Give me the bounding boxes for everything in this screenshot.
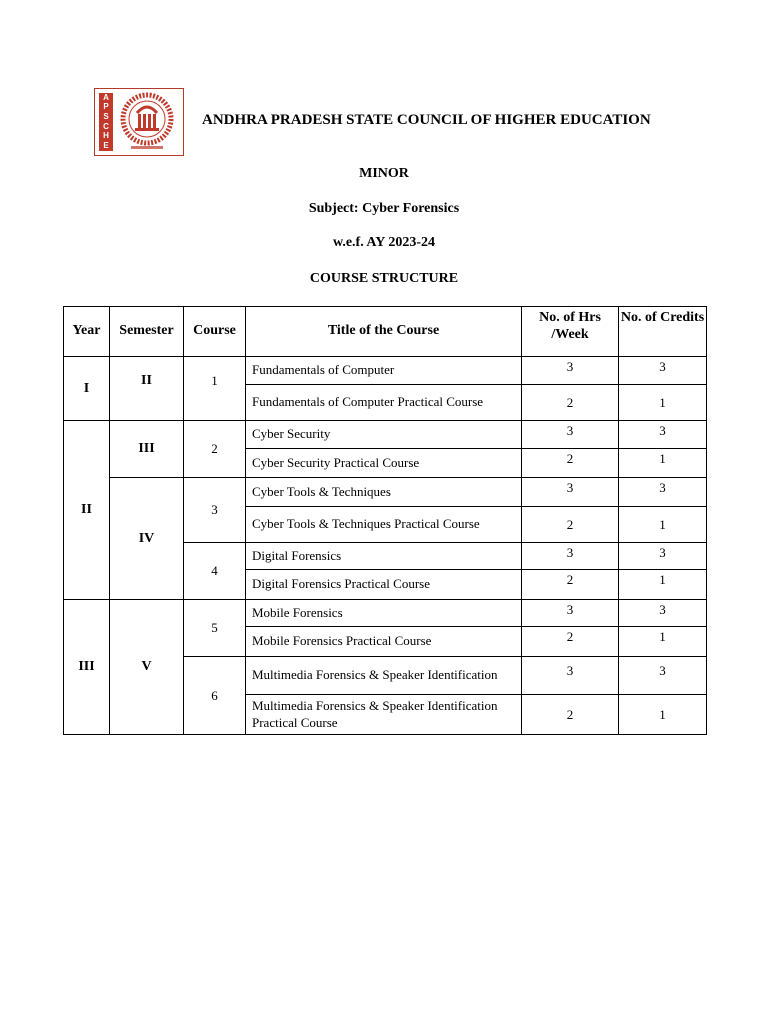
course-cell: 4	[184, 543, 246, 600]
hours-cell: 2	[522, 385, 619, 421]
course-cell: 3	[184, 478, 246, 543]
logo-letter: S	[103, 112, 109, 122]
course-cell: 5	[184, 600, 246, 657]
semester-cell: III	[110, 421, 184, 478]
logo-acronym-strip	[99, 93, 113, 151]
credits-cell: 1	[619, 507, 707, 543]
hours-cell: 3	[522, 421, 619, 449]
logo-letter: A	[103, 92, 109, 102]
apsche-logo	[94, 88, 184, 156]
course-title: Cyber Security	[246, 421, 522, 449]
year-cell: I	[64, 357, 110, 421]
table-row	[64, 357, 707, 385]
credits-cell: 3	[619, 543, 707, 570]
course-title: Multimedia Forensics & Speaker Identification Practical Course	[246, 695, 522, 735]
course-title: Mobile Forensics Practical Course	[246, 627, 522, 657]
course-cell: 2	[184, 421, 246, 478]
course-title: Digital Forensics Practical Course	[246, 570, 522, 600]
credits-cell: 3	[619, 657, 707, 695]
logo-letter: P	[103, 102, 109, 112]
credits-cell: 1	[619, 449, 707, 478]
credits-cell: 3	[619, 600, 707, 627]
hours-cell: 3	[522, 600, 619, 627]
semester-cell: V	[110, 600, 184, 735]
table-row	[64, 600, 707, 627]
hours-cell: 3	[522, 657, 619, 695]
semester-cell: IV	[110, 478, 184, 600]
organization-name: ANDHRA PRADESH STATE COUNCIL OF HIGHER EDUCATION	[202, 112, 651, 128]
header-course: Course	[184, 307, 246, 357]
hours-cell: 2	[522, 695, 619, 735]
section-title: COURSE STRUCTURE	[309, 271, 459, 286]
credits-cell: 1	[619, 627, 707, 657]
year-cell: III	[64, 600, 110, 735]
table-header-row	[64, 307, 707, 357]
wef-label: w.e.f. AY 2023-24	[332, 235, 436, 250]
table-row	[64, 478, 707, 507]
hours-cell: 3	[522, 543, 619, 570]
course-title: Cyber Security Practical Course	[246, 449, 522, 478]
course-cell: 6	[184, 657, 246, 735]
course-title: Fundamentals of Computer	[246, 357, 522, 385]
course-title: Cyber Tools & Techniques	[246, 478, 522, 507]
header-year: Year	[64, 307, 110, 357]
credits-cell: 1	[619, 570, 707, 600]
credits-cell: 1	[619, 695, 707, 735]
program-label: MINOR	[359, 166, 409, 181]
semester-cell: II	[110, 357, 184, 421]
hours-cell: 3	[522, 357, 619, 385]
apsche-emblem-icon	[115, 91, 179, 153]
table-row	[64, 421, 707, 449]
header-title: Title of the Course	[246, 307, 522, 357]
header-credits: No. of Credits	[619, 307, 707, 357]
logo-letter: H	[103, 131, 109, 141]
logo-letter: C	[103, 121, 109, 131]
course-title: Fundamentals of Computer Practical Course	[246, 385, 522, 421]
course-title: Multimedia Forensics & Speaker Identification	[246, 657, 522, 695]
credits-cell: 1	[619, 385, 707, 421]
course-title: Digital Forensics	[246, 543, 522, 570]
header-semester: Semester	[110, 307, 184, 357]
hours-cell: 2	[522, 449, 619, 478]
course-title: Mobile Forensics	[246, 600, 522, 627]
hours-cell: 3	[522, 478, 619, 507]
credits-cell: 3	[619, 478, 707, 507]
year-cell: II	[64, 421, 110, 600]
hours-cell: 2	[522, 627, 619, 657]
credits-cell: 3	[619, 357, 707, 385]
course-structure-table	[63, 306, 707, 735]
subject-label: Subject: Cyber Forensics	[308, 201, 460, 216]
credits-cell: 3	[619, 421, 707, 449]
course-title: Cyber Tools & Techniques Practical Course	[246, 507, 522, 543]
logo-letter: E	[103, 141, 109, 151]
course-cell: 1	[184, 357, 246, 421]
hours-cell: 2	[522, 507, 619, 543]
hours-cell: 2	[522, 570, 619, 600]
header-hours: No. of Hrs /Week	[522, 307, 619, 357]
